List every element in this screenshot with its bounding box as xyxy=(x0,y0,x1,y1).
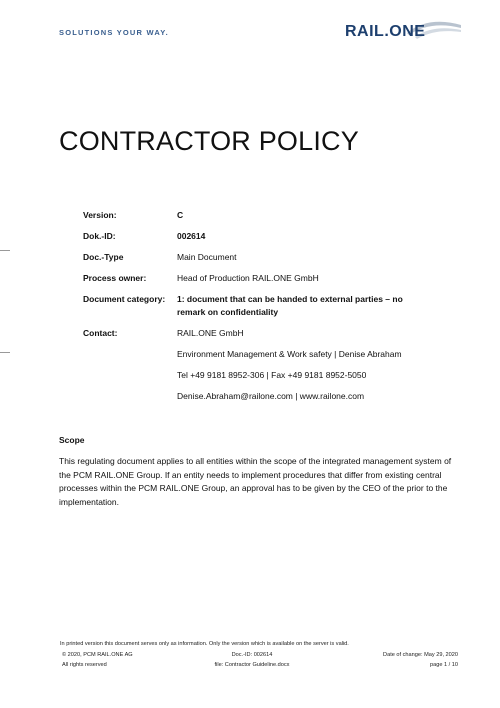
meta-value: 002614 xyxy=(177,231,206,241)
edge-mark xyxy=(0,352,10,353)
page-title: CONTRACTOR POLICY xyxy=(59,126,359,156)
meta-row-doc-type xyxy=(83,251,413,264)
meta-label: Doc.-Type xyxy=(83,252,124,262)
meta-row-document-category xyxy=(83,293,413,319)
company-logo xyxy=(345,15,465,43)
tagline: SOLUTIONS YOUR WAY. xyxy=(59,28,169,37)
meta-value: 1: document that can be handed to external parties – no remark on confidentiality xyxy=(177,294,403,317)
meta-label: Contact: xyxy=(83,328,118,338)
meta-value: Tel +49 9181 8952-306 | Fax +49 9181 8952-5050 xyxy=(177,370,367,380)
scope-heading: Scope xyxy=(59,435,85,445)
footer-file: file: Contractor Guideline.docx xyxy=(214,662,290,668)
meta-value: Head of Production RAIL.ONE GmbH xyxy=(177,273,319,283)
meta-label xyxy=(83,369,177,382)
footer-date-of-change: Date of change: May 29, 2020 xyxy=(383,652,458,658)
footer-copyright: © 2020, PCM RAIL.ONE AG xyxy=(62,652,133,658)
meta-value: Denise.Abraham@railone.com | www.railone.com xyxy=(177,391,365,401)
meta-row-version xyxy=(83,209,413,222)
footer-doc-id: Doc.-ID: 002614 xyxy=(231,652,273,658)
edge-mark xyxy=(0,250,10,251)
meta-row-contact-email xyxy=(83,390,413,403)
meta-row-contact-department xyxy=(83,348,413,361)
meta-value: RAIL.ONE GmbH xyxy=(177,328,244,338)
footer-rights: All rights reserved xyxy=(62,662,107,668)
logo-text: RAIL.ONE xyxy=(345,23,426,40)
meta-row-contact xyxy=(83,327,413,340)
scope-text: This regulating document applies to all entities within the scope of the integrated management system of the PCM RAIL.ONE Group. If an entity needs to implement procedures that differ from existing central processes within the PCM RAIL.ONE Group, an approval has to be given by the CEO of the prior to the implementation. xyxy=(59,456,452,507)
meta-row-process-owner xyxy=(83,272,413,285)
footer-row-2 xyxy=(62,662,458,668)
meta-label xyxy=(83,348,177,361)
meta-value: Environment Management & Work safety | Denise Abraham xyxy=(177,349,402,359)
document-metadata xyxy=(83,209,413,403)
meta-row-doc-id xyxy=(83,230,413,243)
meta-label: Dok.-ID: xyxy=(83,231,116,241)
meta-label: Process owner: xyxy=(83,273,147,283)
meta-label: Document category: xyxy=(83,294,166,304)
meta-value: Main Document xyxy=(177,252,237,262)
footer-page: page 1 / 10 xyxy=(430,662,458,668)
footer-row-1 xyxy=(62,652,458,658)
meta-label xyxy=(83,390,177,403)
meta-value: C xyxy=(177,210,184,220)
meta-row-contact-phone xyxy=(83,369,413,382)
footer-note: In printed version this document serves only as information. Only the version which is available on the server is valid. xyxy=(60,641,349,647)
meta-label: Version: xyxy=(83,210,117,220)
